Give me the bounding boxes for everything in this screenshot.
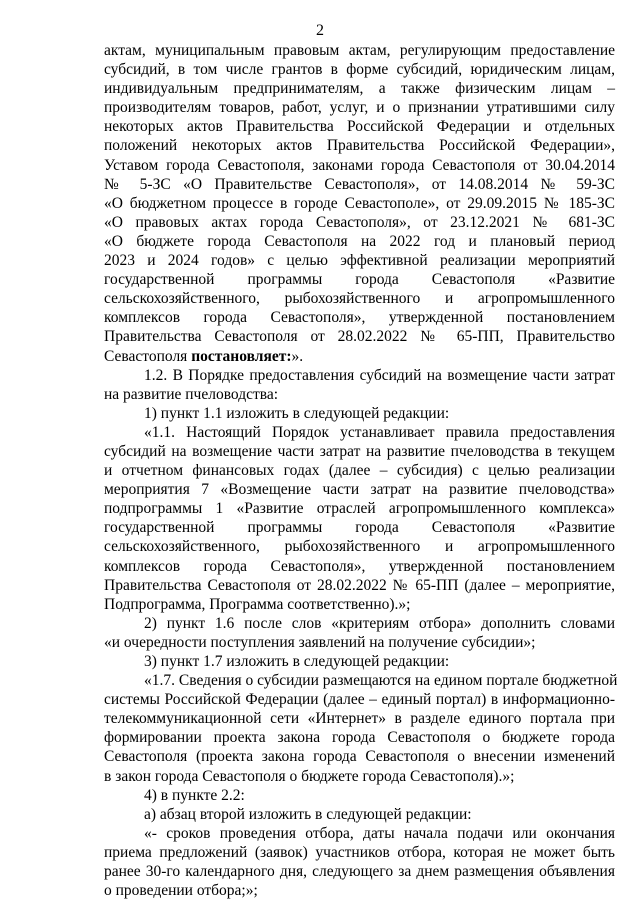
line-text: «О бюджете города Севастополя на 2022 год и плановый период — [104, 232, 615, 250]
text-line — [104, 79, 615, 98]
line-text: «1.7. Сведения о субсидии размещаются на едином портале бюджетной — [144, 672, 618, 690]
text-line — [104, 576, 615, 595]
text-line — [104, 327, 615, 346]
text-line — [104, 557, 615, 576]
line-text: «О бюджетном процессе в городе Севастополе», от 29.09.2015 № 185-ЗС — [104, 194, 615, 212]
line-text: «- сроков проведения отбора, даты начала подачи или окончания — [144, 824, 615, 842]
text-line — [104, 423, 615, 442]
line-text: мероприятия 7 «Возмещение части затрат на развитие пчеловодства» — [104, 481, 615, 499]
text-line — [104, 404, 615, 423]
text-line — [104, 747, 615, 766]
line-text: подпрограммы 1 «Развитие отраслей агропромышленного комплекса» — [104, 500, 615, 518]
line-text: «и очередности поступления заявлений на получение субсидии»; — [104, 633, 536, 651]
text-line — [104, 136, 615, 155]
line-text: некоторых актов Правительства Российской Федерации и отдельных — [104, 118, 615, 136]
line-text: 3) пункт 1.7 изложить в следующей редакции: — [144, 653, 450, 670]
text-line — [104, 518, 615, 537]
line-text: государственной программы города Севастополя «Развитие — [104, 271, 615, 289]
text-line — [104, 843, 615, 862]
text-line — [104, 385, 615, 404]
line-text: 4) в пункте 2.2: — [144, 786, 245, 804]
text-line — [104, 366, 615, 385]
line-text: приема предложений (заявок) участников отбора, которая не может быть — [104, 843, 615, 861]
text-line — [104, 213, 615, 232]
text-line — [104, 595, 615, 614]
text-line — [104, 633, 615, 652]
text-line — [104, 690, 615, 709]
line-text: в закон города Севастополя о бюджете города Севастополя).»; — [104, 767, 515, 785]
line-text: 1.2. В Порядке предоставления субсидий на возмещение части затрат — [144, 366, 615, 384]
line-text: индивидуальным предпринимателям, а также физическим лицам – — [104, 80, 615, 98]
text-line — [104, 614, 615, 633]
text-line — [104, 881, 615, 900]
line-text: о проведении отбора;»; — [104, 882, 258, 900]
text-line — [104, 728, 615, 747]
line-text: 1) пункт 1.1 изложить в следующей редакции: — [144, 404, 450, 422]
text-line — [104, 232, 615, 251]
line-text: а) абзац второй изложить в следующей редакции: — [144, 805, 472, 823]
text-line — [104, 461, 615, 480]
text-line — [104, 194, 615, 213]
line-text: сельскохозяйственного, рыбохозяйственного и агропромышленного — [104, 538, 615, 556]
line-text: актам, муниципальным правовым актам, регулирующим предоставление — [104, 42, 615, 59]
text-line — [104, 308, 615, 327]
line-text: субсидий на возмещение части затрат на развитие пчеловодства в текущем — [104, 442, 615, 460]
text-line — [104, 805, 615, 824]
line-text: ранее 30-го календарного дня, следующего за днем размещения объявления — [104, 863, 615, 881]
line-text: положений некоторых актов Правительства Российской Федерации», — [104, 137, 615, 155]
text-line — [104, 767, 615, 786]
line-text: Правительства Севастополя от 28.02.2022 № 65-ПП, Правительство — [104, 328, 615, 346]
bold-keyword: постановляет: — [191, 347, 292, 365]
line-text: 2) пункт 1.6 после слов «критериям отбора» дополнить словами — [144, 614, 615, 632]
line-text: № 5-ЗС «О Правительстве Севастополя», от 14.08.2014 № 59-ЗС — [104, 175, 615, 193]
line-text: субсидий, в том числе грантов в форме субсидий, юридическим лицам, — [104, 61, 615, 79]
text-line — [104, 175, 615, 194]
line-text: формировании проекта закона города Севастополя о бюджете города — [104, 729, 615, 747]
text-line — [104, 824, 615, 843]
document-body — [104, 41, 618, 900]
text-line — [104, 442, 615, 461]
line-text: системы Российской Федерации (далее – единый портал) в информационно- — [104, 691, 615, 709]
line-text: Подпрограмма, Программа соответственно).»; — [104, 595, 411, 613]
text-line — [104, 671, 618, 690]
text-line — [104, 251, 615, 270]
line-text: «О правовых актах города Севастополя», от 23.12.2021 № 681-ЗС — [104, 213, 615, 231]
text-line — [104, 709, 615, 728]
line-text: и отчетном финансовых годах (далее – субсидия) с целью реализации — [104, 462, 615, 480]
line-text: Севастополя (проекта закона города Севастополя о внесении изменений — [104, 748, 615, 766]
text-line — [104, 652, 615, 671]
text-line — [104, 499, 615, 518]
text-line — [104, 289, 615, 308]
text-line — [104, 862, 615, 881]
text-line — [104, 537, 615, 556]
text-line — [104, 98, 615, 117]
line-text: производителям товаров, работ, услуг, и о признании утратившими силу — [104, 99, 615, 117]
line-tail: ». — [291, 347, 304, 365]
text-line — [104, 347, 615, 366]
text-line — [104, 60, 615, 79]
line-text: Севастополя — [104, 347, 192, 365]
line-text: «1.1. Настоящий Порядок устанавливает правила предоставления — [144, 423, 615, 441]
line-text: телекоммуникационной сети «Интернет» в разделе единого портала при — [104, 710, 615, 728]
line-text: Уставом города Севастополя, законами города Севастополя от 30.04.2014 — [104, 156, 615, 174]
text-line — [104, 156, 615, 175]
text-line — [104, 41, 615, 60]
line-text: Правительства Севастополя от 28.02.2022 № 65-ПП (далее – мероприятие, — [104, 576, 615, 594]
text-line — [104, 270, 615, 289]
page-number: 2 — [316, 22, 324, 39]
text-line — [104, 480, 615, 499]
text-line — [104, 117, 615, 136]
line-text: на развитие пчеловодства: — [104, 385, 279, 403]
line-text: 2023 и 2024 годов» с целью эффективной реализации мероприятий — [104, 252, 615, 270]
line-text: комплексов города Севастополя», утвержденной постановлением — [104, 309, 615, 327]
line-text: государственной программы города Севастополя «Развитие — [104, 519, 615, 537]
line-text: комплексов города Севастополя», утвержденной постановлением — [104, 557, 615, 575]
line-text: сельскохозяйственного, рыбохозяйственного и агропромышленного — [104, 290, 615, 308]
text-line — [104, 786, 615, 805]
